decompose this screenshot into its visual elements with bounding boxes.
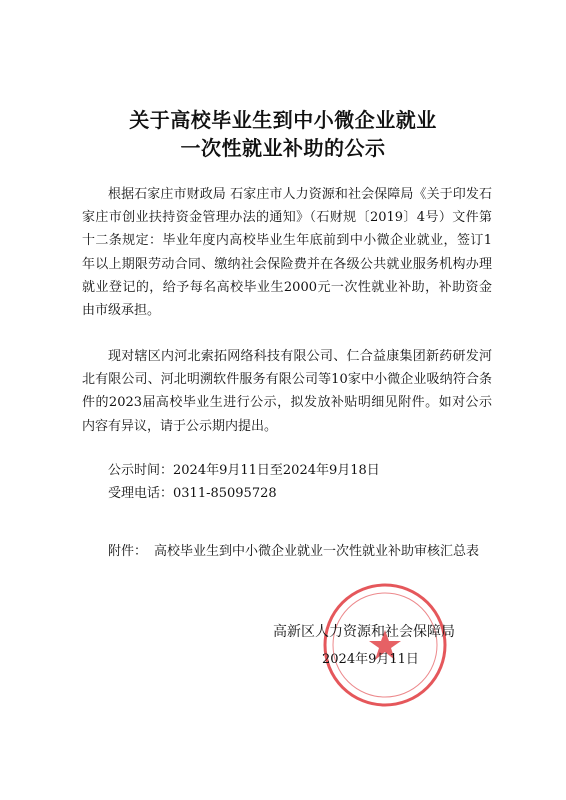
official-seal (320, 580, 450, 710)
public-time: 公示时间：2024年9月11日至2024年9月18日 (108, 463, 380, 478)
paragraph-1: 根据石家庄市财政局 石家庄市人力资源和社会保障局《关于印发石家庄市创业扶持资金管理办法的通知》（石财规〔2019〕4号）文件第十二条规定：毕业年度内高校毕业生年底前到中小微企业就业，签订1年以上期限劳动合同、缴纳社会保险费并在各级公共就业服务机构办理就业登记的，给予每名高校毕业生2000元一次性就业补助，补助资金由市级承担。 (82, 187, 492, 319)
paragraph-2: 现对辖区内河北索拓网络科技有限公司、仁合益康集团新药研发河北有限公司、河北明溯软件服务有限公司等10家中小微企业吸纳符合条件的2023届高校毕业生进行公示，拟发放补贴明细见附件。如对公示内容有异议，请于公示期内提出。 (82, 349, 492, 434)
phone-number: 受理电话：0311-85095728 (108, 486, 277, 501)
attachment-title: 高校毕业生到中小微企业就业一次性就业补助审核汇总表 (154, 544, 480, 559)
title-line-2: 一次性就业补助的公示 (180, 136, 386, 160)
sign-date: 2024年9月11日 (322, 652, 419, 667)
attachment-label: 附件： (108, 544, 148, 559)
signer: 高新区人力资源和社会保障局 (273, 624, 455, 640)
title-line-1: 关于高校毕业生到中小微企业就业 (129, 108, 437, 132)
